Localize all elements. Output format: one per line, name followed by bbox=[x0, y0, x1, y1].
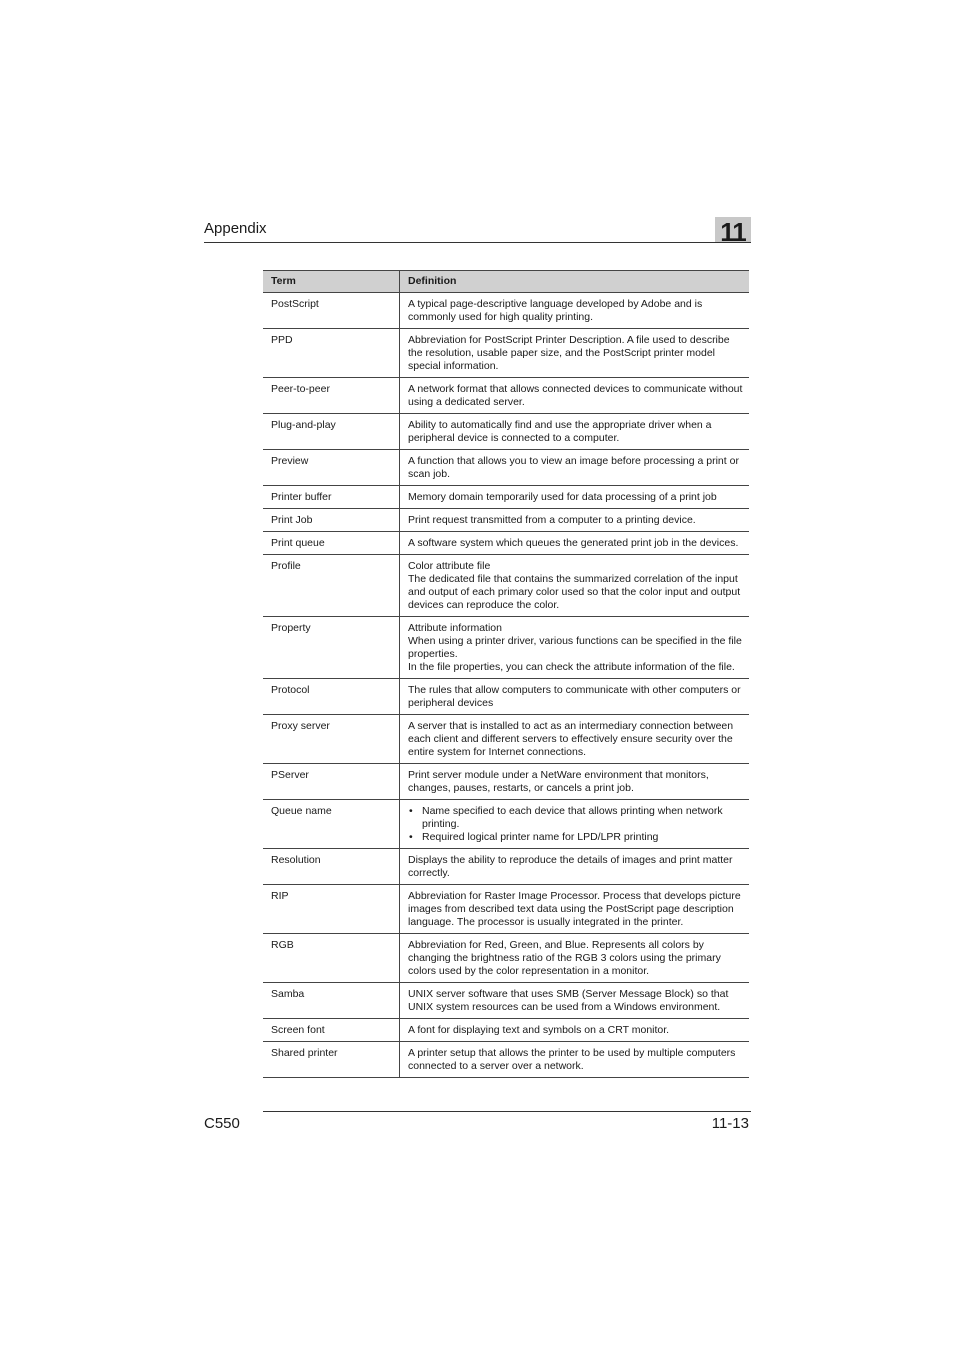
table-row bbox=[263, 679, 749, 715]
definition-text: Attribute information bbox=[408, 622, 502, 634]
definition-text: Abbreviation for Red, Green, and Blue. Represents all colors by changing the brightness ratio of the RGB 3 colors using the primary colors used by the color representation in a monitor. bbox=[408, 939, 721, 977]
table-row bbox=[263, 617, 749, 679]
definition-bullet-list bbox=[408, 805, 745, 844]
definition-text: Print request transmitted from a computer to a printing device. bbox=[408, 514, 696, 526]
term-cell: Samba bbox=[263, 983, 400, 1019]
definition-cell bbox=[400, 800, 750, 849]
table-row bbox=[263, 800, 749, 849]
column-header-term: Term bbox=[263, 271, 400, 293]
term-cell: PostScript bbox=[263, 293, 400, 329]
definition-text: Ability to automatically find and use the appropriate driver when a peripheral device is connected to a computer. bbox=[408, 419, 712, 444]
table-row bbox=[263, 764, 749, 800]
definition-cell bbox=[400, 617, 750, 679]
table-row bbox=[263, 715, 749, 764]
definition-cell bbox=[400, 555, 750, 617]
table-row bbox=[263, 450, 749, 486]
definition-text: Abbreviation for PostScript Printer Description. A file used to describe the resolution, usable paper size, and the PostScript printer model special information. bbox=[408, 334, 730, 372]
term-cell: Plug-and-play bbox=[263, 414, 400, 450]
definition-cell bbox=[400, 679, 750, 715]
table-row bbox=[263, 885, 749, 934]
term-cell: Print queue bbox=[263, 532, 400, 555]
definition-text: A software system which queues the generated print job in the devices. bbox=[408, 537, 739, 549]
definition-cell bbox=[400, 509, 750, 532]
definition-bullet-item: • Name specified to each device that allows printing when network printing. bbox=[422, 805, 745, 831]
definition-text: Abbreviation for Raster Image Processor. Process that develops picture images from described text data using the PostScript page description language. The processor is usually integrated in the printer. bbox=[408, 890, 741, 928]
definition-text: A printer setup that allows the printer to be used by multiple computers connected to a server over a network. bbox=[408, 1047, 736, 1072]
term-cell: Printer buffer bbox=[263, 486, 400, 509]
definition-cell bbox=[400, 885, 750, 934]
table-row bbox=[263, 934, 749, 983]
column-header-definition: Definition bbox=[400, 271, 750, 293]
definition-text: The rules that allow computers to communicate with other computers or peripheral devices bbox=[408, 684, 741, 709]
table-header-row bbox=[263, 271, 749, 293]
definition-text: Color attribute file bbox=[408, 560, 491, 572]
table-row bbox=[263, 1019, 749, 1042]
footer-page-number: 11-13 bbox=[711, 1115, 749, 1132]
term-cell: Resolution bbox=[263, 849, 400, 885]
term-cell: Proxy server bbox=[263, 715, 400, 764]
footer-model: C550 bbox=[204, 1115, 240, 1132]
table-row bbox=[263, 849, 749, 885]
table-row bbox=[263, 293, 749, 329]
table-row bbox=[263, 378, 749, 414]
term-cell: Queue name bbox=[263, 800, 400, 849]
definition-text: A function that allows you to view an image before processing a print or scan job. bbox=[408, 455, 739, 480]
table-row bbox=[263, 532, 749, 555]
table-row bbox=[263, 983, 749, 1019]
term-cell: Preview bbox=[263, 450, 400, 486]
definition-text: In the file properties, you can check the attribute information of the file. bbox=[408, 661, 735, 673]
definition-cell bbox=[400, 378, 750, 414]
table-row bbox=[263, 1042, 749, 1078]
definition-text: A font for displaying text and symbols on a CRT monitor. bbox=[408, 1024, 670, 1036]
definition-cell bbox=[400, 329, 750, 378]
definition-cell bbox=[400, 293, 750, 329]
definition-cell bbox=[400, 715, 750, 764]
definition-text: A server that is installed to act as an intermediary connection between each client and different servers to effectively ensure security over the entire system for Internet connections. bbox=[408, 720, 734, 758]
term-cell: RIP bbox=[263, 885, 400, 934]
table-row bbox=[263, 414, 749, 450]
table-row bbox=[263, 509, 749, 532]
definition-cell bbox=[400, 450, 750, 486]
section-title: Appendix bbox=[204, 220, 267, 237]
definition-bullet-item: • Required logical printer name for LPD/LPR printing bbox=[422, 831, 745, 844]
table-row bbox=[263, 329, 749, 378]
table-row bbox=[263, 555, 749, 617]
definition-cell bbox=[400, 1019, 750, 1042]
term-cell: Print Job bbox=[263, 509, 400, 532]
chapter-number-badge: 11 bbox=[715, 217, 751, 243]
definition-cell bbox=[400, 414, 750, 450]
term-cell: PServer bbox=[263, 764, 400, 800]
definition-text: Memory domain temporarily used for data processing of a print job bbox=[408, 491, 717, 503]
definition-text: The dedicated file that contains the summarized correlation of the input and output of each primary color used so that the color input and output devices can reproduce the color. bbox=[408, 573, 741, 611]
term-cell: RGB bbox=[263, 934, 400, 983]
definition-cell bbox=[400, 1042, 750, 1078]
glossary-body bbox=[263, 293, 749, 1078]
term-cell: Property bbox=[263, 617, 400, 679]
definition-text: A network format that allows connected devices to communicate without using a dedicated server. bbox=[408, 383, 743, 408]
definition-cell bbox=[400, 983, 750, 1019]
term-cell: Peer-to-peer bbox=[263, 378, 400, 414]
term-cell: Screen font bbox=[263, 1019, 400, 1042]
definition-cell bbox=[400, 532, 750, 555]
definition-text: UNIX server software that uses SMB (Server Message Block) so that UNIX system resources can be used from a Windows environment. bbox=[408, 988, 729, 1013]
term-cell: Protocol bbox=[263, 679, 400, 715]
term-cell: Shared printer bbox=[263, 1042, 400, 1078]
definition-cell bbox=[400, 849, 750, 885]
table-row bbox=[263, 486, 749, 509]
definition-cell bbox=[400, 486, 750, 509]
definition-text: Print server module under a NetWare environment that monitors, changes, pauses, restarts, or cancels a print job. bbox=[408, 769, 709, 794]
definition-text: Displays the ability to reproduce the details of images and print matter correctly. bbox=[408, 854, 733, 879]
definition-cell bbox=[400, 934, 750, 983]
header-rule bbox=[204, 242, 751, 243]
glossary-table bbox=[263, 270, 749, 1078]
term-cell: PPD bbox=[263, 329, 400, 378]
definition-text: When using a printer driver, various functions can be specified in the file properties. bbox=[408, 635, 742, 660]
footer-rule bbox=[263, 1111, 751, 1112]
definition-text: A typical page-descriptive language developed by Adobe and is commonly used for high quality printing. bbox=[408, 298, 703, 323]
term-cell: Profile bbox=[263, 555, 400, 617]
definition-cell bbox=[400, 764, 750, 800]
